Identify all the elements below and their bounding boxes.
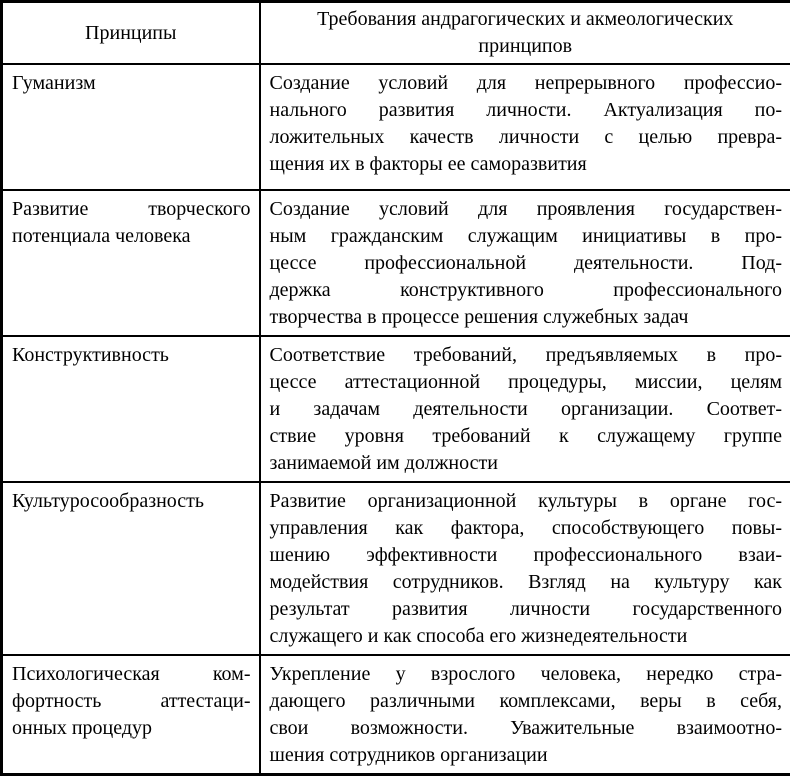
principle-cell: [2, 64, 260, 190]
text-line: потенциала человека: [12, 223, 251, 250]
text-line: Развитие творческого: [12, 196, 251, 223]
requirement-cell: [260, 482, 790, 655]
table-row: [2, 190, 790, 336]
principle-cell: [2, 655, 260, 775]
text-line: занимаемой им должности: [270, 450, 783, 477]
table-body: [2, 64, 790, 775]
text-line: служащего и как способа его жизнедеятельности: [270, 623, 783, 650]
text-line: Соответствие требований, предъявляемых в про-: [270, 342, 783, 369]
text-line: ным гражданским служащим инициативы в про-: [270, 223, 783, 250]
text-line: Создание условий для непрерывного профессио-: [270, 70, 783, 97]
text-line: онных процедур: [12, 715, 251, 742]
text-line: щения их в факторы ее саморазвития: [270, 151, 783, 178]
requirement-cell: [260, 336, 790, 482]
text-line: Создание условий для проявления государствен-: [270, 196, 783, 223]
text-line: Психологическая ком-: [12, 661, 251, 688]
text-line: управления как фактора, способствующего повы-: [270, 515, 783, 542]
text-line: дающего различными комплексами, веры в себя,: [270, 688, 783, 715]
table-header: [2, 2, 790, 65]
text-line: цессе аттестационной процедуры, миссии, целям: [270, 369, 783, 396]
text-line: Конструктивность: [12, 342, 251, 369]
requirement-cell: [260, 655, 790, 775]
text-line: Укрепление у взрослого человека, нередко стра-: [270, 661, 783, 688]
text-line: и задачам деятельности организации. Соответ-: [270, 396, 783, 423]
header-requirements: [260, 2, 790, 65]
text-line: ствие уровня требований к служащему группе: [270, 423, 783, 450]
text-line: цессе профессиональной деятельности. Под-: [270, 250, 783, 277]
text-line: фортность аттестаци-: [12, 688, 251, 715]
text-line: Культуросообразность: [12, 488, 251, 515]
text-line: модействия сотрудников. Взгляд на культуру как: [270, 569, 783, 596]
text-line: нального развития личности. Актуализация по-: [270, 97, 783, 124]
text-line: Гуманизм: [12, 70, 251, 97]
text-line: ложительных качеств личности с целью превра-: [270, 124, 783, 151]
principle-cell: [2, 336, 260, 482]
header-principles: Принципы: [2, 2, 260, 65]
header-requirements-line-1: Требования андрагогических и акмеологических: [269, 6, 783, 33]
text-line: свои возможности. Уважительные взаимоотно-: [270, 715, 783, 742]
text-line: результат развития личности государственного: [270, 596, 783, 623]
requirement-cell: [260, 64, 790, 190]
text-line: шения сотрудников организации: [270, 742, 783, 769]
header-row: [2, 2, 790, 65]
principle-cell: [2, 190, 260, 336]
text-line: шению эффективности профессионального взаи-: [270, 542, 783, 569]
table-row: [2, 64, 790, 190]
table-row: [2, 482, 790, 655]
table-row: [2, 336, 790, 482]
table-row: [2, 655, 790, 775]
header-requirements-line-2: принципов: [269, 33, 783, 60]
principle-cell: [2, 482, 260, 655]
requirement-cell: [260, 190, 790, 336]
text-line: творчества в процессе решения служебных задач: [270, 304, 783, 331]
text-line: держка конструктивного профессионального: [270, 277, 783, 304]
text-line: Развитие организационной культуры в органе гос-: [270, 488, 783, 515]
